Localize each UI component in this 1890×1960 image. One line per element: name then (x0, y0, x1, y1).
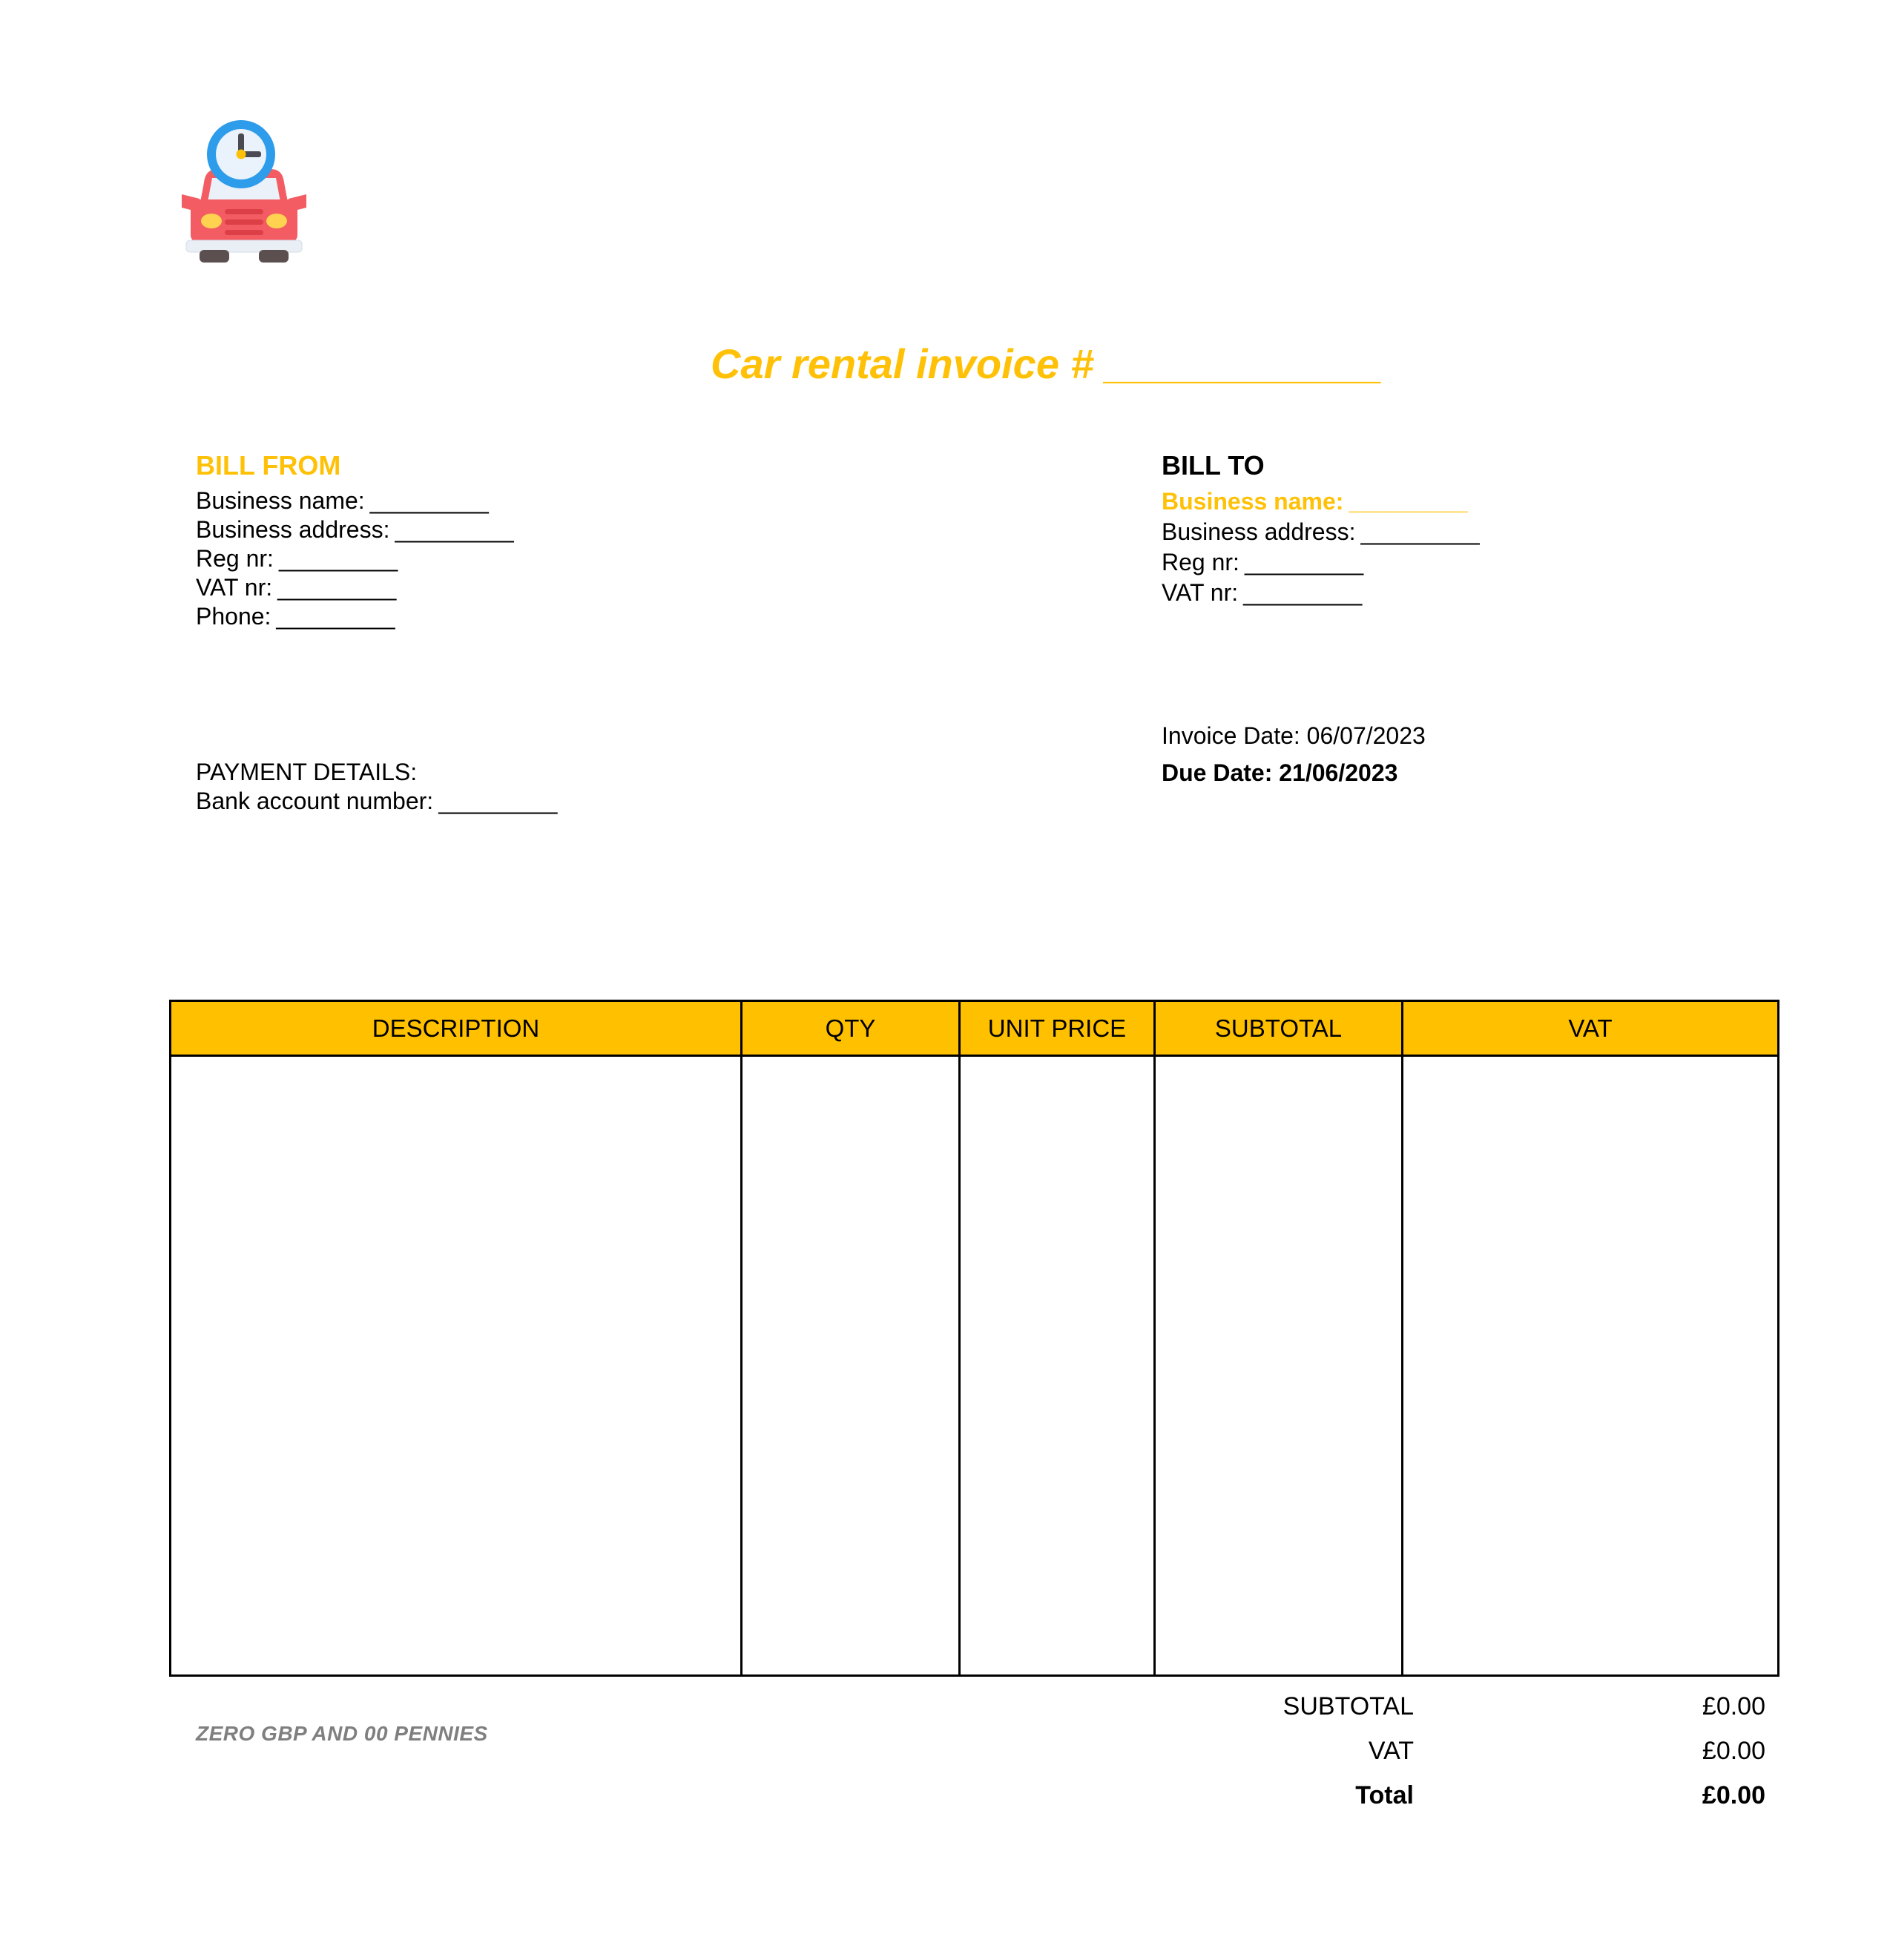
bank-account-field (196, 787, 557, 816)
bank-account-label: Bank account number: (196, 788, 434, 814)
field-label: Reg nr: (196, 545, 274, 572)
subtotal-row (169, 1682, 1777, 1726)
reg-nr-blank[interactable]: _________ (1244, 549, 1364, 575)
items-table (169, 1000, 1777, 1677)
col-header-unit-price: UNIT PRICE (960, 1001, 1155, 1056)
field-label: Business name: (196, 487, 365, 514)
business-address-blank[interactable]: _________ (1360, 518, 1480, 545)
field-label: Business address: (196, 516, 390, 543)
due-date-value: 21/06/2023 (1279, 759, 1398, 786)
col-header-vat: VAT (1403, 1001, 1779, 1056)
reg-nr-blank[interactable]: _________ (278, 545, 398, 572)
bill-from-heading: BILL FROM (196, 450, 341, 481)
payment-details-section (196, 758, 557, 816)
col-header-qty: QTY (742, 1001, 960, 1056)
bill-from-section (196, 449, 514, 631)
vat-nr-blank[interactable]: _________ (1243, 579, 1363, 606)
bill-from-vat-nr (196, 573, 514, 602)
cell-qty[interactable] (742, 1056, 960, 1676)
payment-details-heading: PAYMENT DETAILS: (196, 759, 418, 785)
field-label: Phone: (196, 603, 271, 630)
business-address-blank[interactable]: _________ (395, 516, 514, 543)
business-name-blank[interactable]: _________ (1349, 488, 1468, 515)
due-date (1162, 758, 1426, 788)
field-label: VAT nr: (196, 574, 273, 601)
dates-section (1162, 721, 1426, 788)
bill-to-business-name (1162, 486, 1480, 517)
bill-to-section (1162, 449, 1480, 608)
invoice-title: Car rental invoice # ____________ (711, 340, 1383, 387)
total-amount: £0.00 (1702, 1781, 1765, 1809)
totals-section (169, 1682, 1777, 1815)
items-table-body-row (171, 1056, 1779, 1676)
col-header-description: DESCRIPTION (171, 1001, 742, 1056)
invoice-date-label: Invoice Date: (1162, 722, 1300, 749)
items-table-header-row (171, 1001, 1779, 1056)
subtotal-amount: £0.00 (1702, 1692, 1765, 1720)
cell-description[interactable] (171, 1056, 742, 1676)
car-with-clock-logo (180, 116, 308, 264)
cell-vat[interactable] (1403, 1056, 1779, 1676)
bill-from-phone (196, 602, 514, 631)
field-label: Reg nr: (1162, 549, 1239, 575)
field-label: Business address: (1162, 518, 1356, 545)
vat-label: VAT (1368, 1737, 1414, 1765)
total-label: Total (1355, 1781, 1414, 1809)
phone-blank[interactable]: _________ (276, 603, 395, 630)
bank-account-blank[interactable]: _________ (438, 788, 558, 814)
bill-from-business-address (196, 515, 514, 544)
business-name-blank[interactable]: _________ (369, 487, 489, 514)
vat-nr-blank[interactable]: _________ (277, 574, 397, 601)
invoice-date-value: 06/07/2023 (1306, 722, 1426, 749)
amount-in-words: ZERO GBP AND 00 PENNIES (196, 1722, 488, 1745)
field-label: VAT nr: (1162, 579, 1239, 606)
cell-subtotal[interactable] (1155, 1056, 1403, 1676)
bill-from-business-name (196, 486, 514, 515)
bill-to-reg-nr (1162, 547, 1480, 578)
cell-unit-price[interactable] (960, 1056, 1155, 1676)
bill-to-heading: BILL TO (1162, 450, 1265, 481)
bill-from-reg-nr (196, 544, 514, 573)
vat-amount: £0.00 (1702, 1737, 1765, 1765)
due-date-label: Due Date: (1162, 759, 1273, 786)
field-label: Business name: (1162, 488, 1344, 515)
col-header-subtotal: SUBTOTAL (1155, 1001, 1403, 1056)
bill-to-business-address (1162, 517, 1480, 547)
car-clock-icon (180, 116, 308, 263)
bill-to-vat-nr (1162, 578, 1480, 608)
invoice-date (1162, 721, 1426, 750)
total-row (169, 1771, 1777, 1815)
subtotal-label: SUBTOTAL (1282, 1692, 1414, 1720)
